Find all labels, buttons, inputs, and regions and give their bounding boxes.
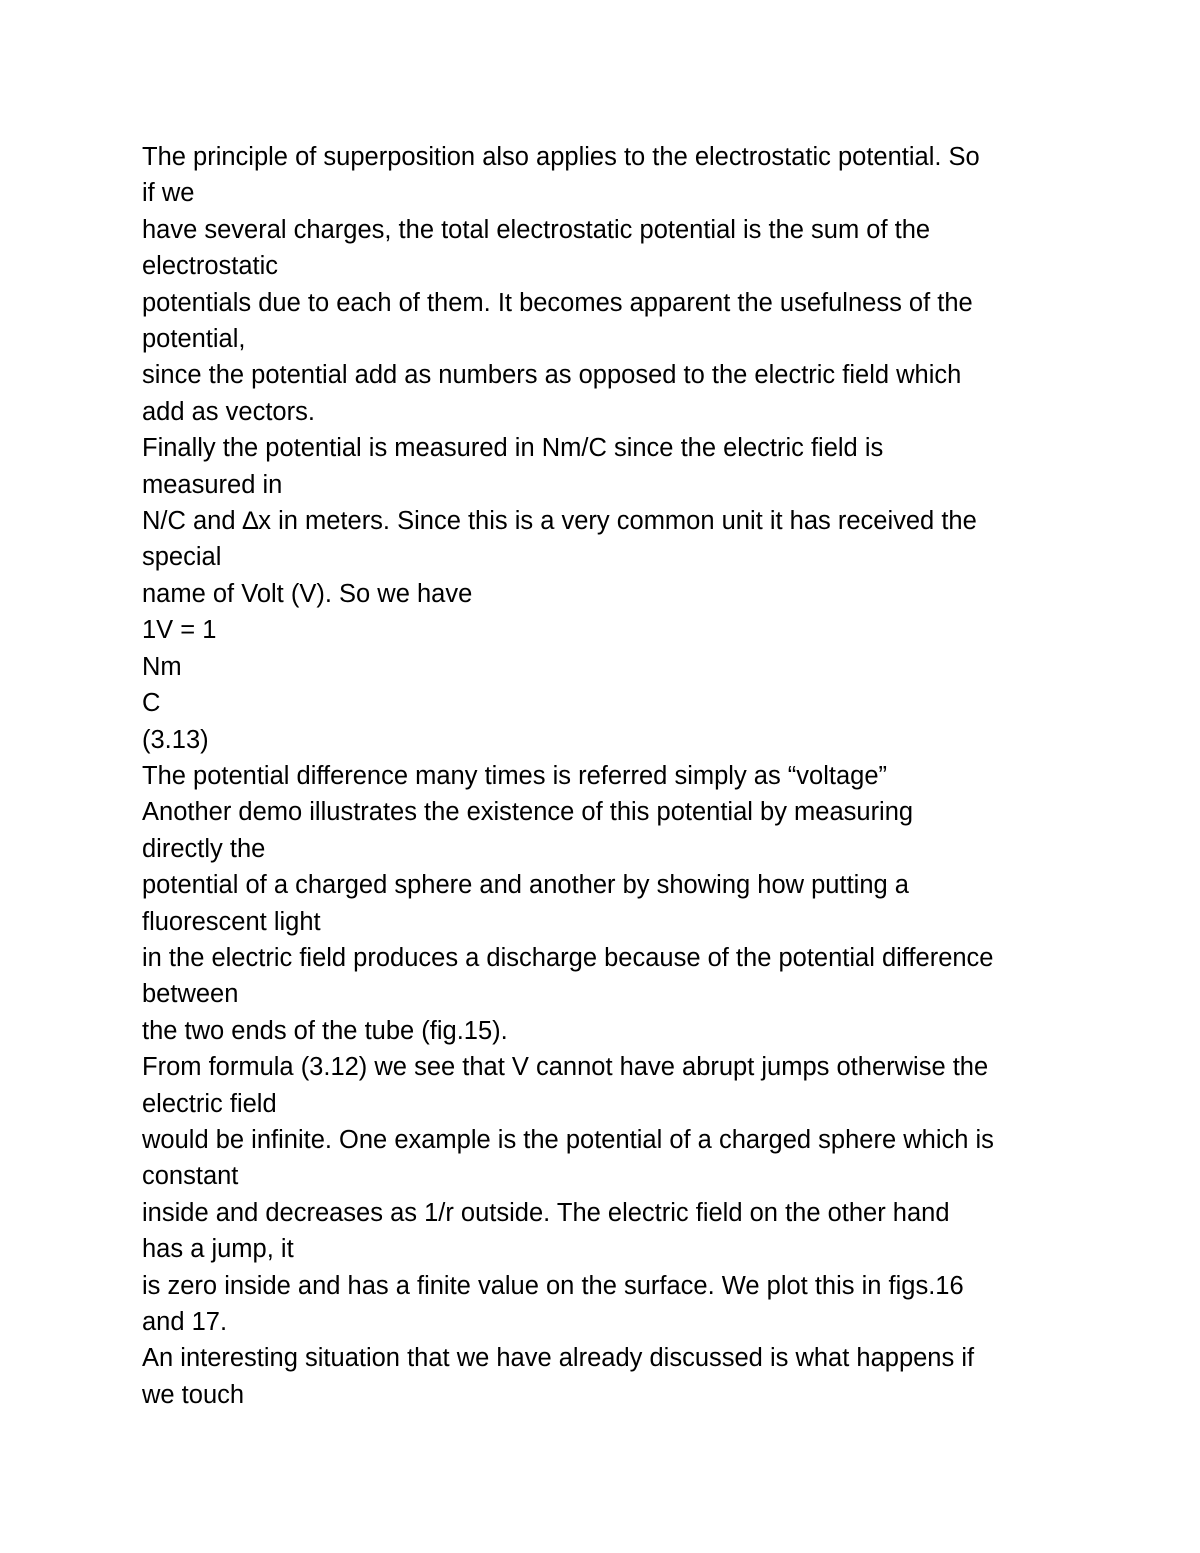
text-line: measured in (142, 470, 283, 499)
text-line: special (142, 543, 222, 572)
text-line: Finally the potential is measured in Nm/C since the electric field is (142, 434, 884, 463)
text-line: The principle of superposition also applies to the electrostatic potential. So (142, 143, 980, 171)
text-line: between (142, 980, 239, 1009)
body-text (142, 139, 1082, 1413)
text-line: add as vectors. (142, 397, 315, 426)
text-line: electric field (142, 1089, 277, 1118)
text-line: An interesting situation that we have already discussed is what happens if (142, 1344, 975, 1373)
text-line: fluorescent light (142, 907, 321, 936)
text-line: potential, (142, 325, 246, 354)
text-line: potential of a charged sphere and another by showing how putting a (142, 871, 909, 900)
text-line: if we (142, 179, 195, 208)
text-line: and 17. (142, 1308, 228, 1336)
text-line: the two ends of the tube (fig.15). (142, 1016, 508, 1045)
text-line: directly the (142, 834, 266, 863)
text-line: have several charges, the total electrostatic potential is the sum of the (142, 215, 931, 244)
text-line: electrostatic (142, 252, 279, 281)
equation-denominator: C (142, 689, 161, 718)
equation-line: 1V = 1 (142, 616, 217, 645)
text-line: The potential difference many times is referred simply as “voltage” (142, 761, 888, 790)
text-line: constant (142, 1162, 239, 1191)
text-line: Another demo illustrates the existence of this potential by measuring (142, 798, 914, 827)
text-line: in the electric field produces a discharge because of the potential difference (142, 943, 994, 972)
text-line: From formula (3.12) we see that V cannot have abrupt jumps otherwise the (142, 1053, 989, 1082)
text-line: since the potential add as numbers as opposed to the electric field which (142, 361, 962, 390)
text-line: name of Volt (V). So we have (142, 579, 473, 608)
text-line: would be infinite. One example is the potential of a charged sphere which is (142, 1125, 994, 1154)
text-line: inside and decreases as 1/r outside. The electric field on the other hand (142, 1198, 950, 1227)
text-line: we touch (142, 1380, 245, 1409)
equation-numerator: Nm (142, 652, 182, 681)
text-line: N/C and ∆x in meters. Since this is a very common unit it has received the (142, 507, 977, 536)
text-line: potentials due to each of them. It becomes apparent the usefulness of the (142, 288, 973, 317)
text-line: has a jump, it (142, 1235, 294, 1264)
text-line: is zero inside and has a finite value on the surface. We plot this in figs.16 (142, 1271, 964, 1300)
equation-number: (3.13) (142, 725, 209, 754)
